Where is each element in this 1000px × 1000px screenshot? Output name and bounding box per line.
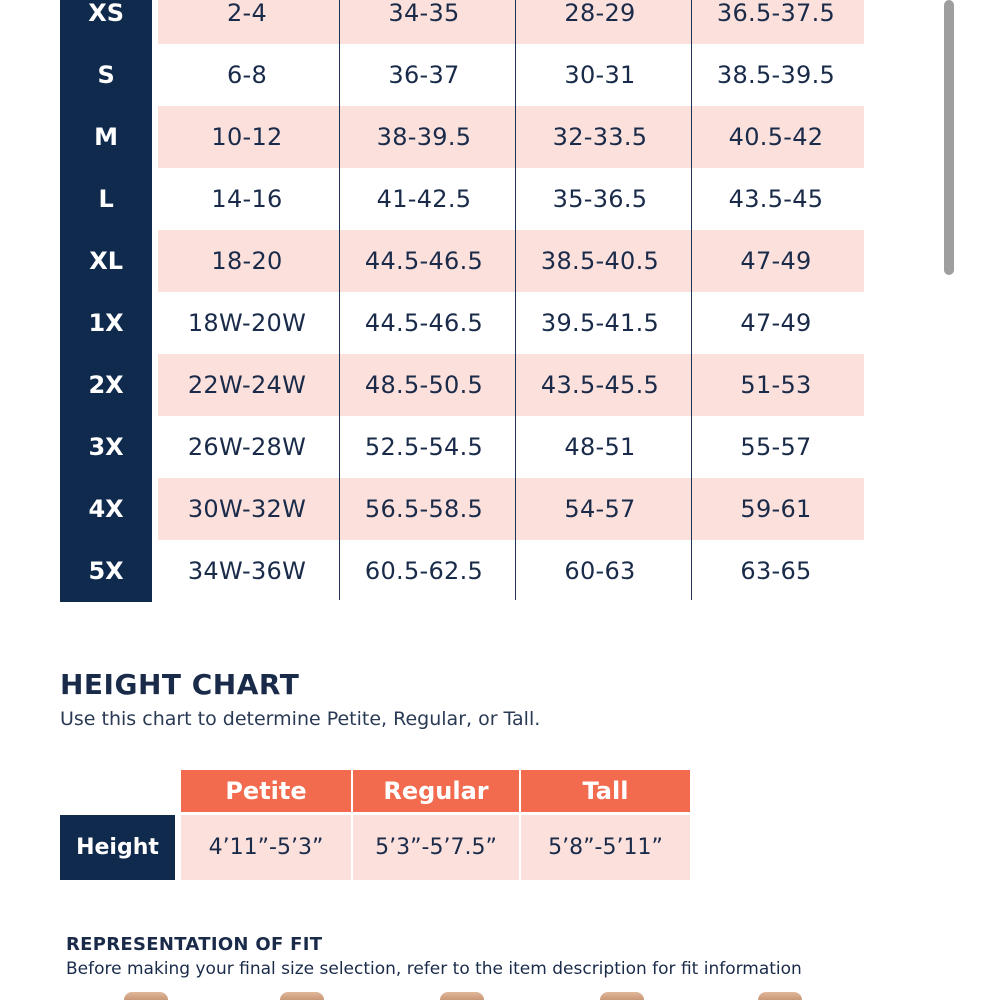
size-cell: 28-29 [564, 0, 636, 27]
size-cell: 18-20 [211, 247, 283, 275]
size-cell: 40.5-42 [728, 123, 824, 151]
size-cell: 63-65 [740, 557, 812, 585]
height-header-tall: Tall [521, 770, 690, 812]
size-label: 3X [60, 416, 152, 478]
fit-figure-image [280, 992, 324, 1000]
size-cell: 48-51 [564, 433, 636, 461]
column-divider [691, 0, 692, 600]
column-divider [515, 0, 516, 600]
size-label: 2X [60, 354, 152, 416]
size-row [60, 292, 864, 354]
height-chart-title: HEIGHT CHART [60, 668, 300, 701]
size-cell: 30W-32W [187, 495, 307, 523]
size-cell: 36-37 [388, 61, 460, 89]
size-cell: 47-49 [740, 309, 812, 337]
size-cell: 30-31 [564, 61, 636, 89]
size-cell: 60-63 [564, 557, 636, 585]
size-row [60, 106, 864, 168]
size-label: S [60, 44, 152, 106]
size-row [60, 0, 864, 44]
size-cell: 39.5-41.5 [540, 309, 660, 337]
size-cell: 14-16 [211, 185, 283, 213]
size-row [60, 416, 864, 478]
fit-subtitle: Before making your final size selection, refer to the item description for fit information [66, 959, 802, 979]
size-label: 5X [60, 540, 152, 602]
size-label: L [60, 168, 152, 230]
size-cell: 48.5-50.5 [364, 371, 484, 399]
size-cell: 47-49 [740, 247, 812, 275]
size-row [60, 44, 864, 106]
size-cell: 55-57 [740, 433, 812, 461]
scrollbar-thumb[interactable] [944, 0, 954, 275]
size-cell: 52.5-54.5 [364, 433, 484, 461]
size-label: XL [60, 230, 152, 292]
size-cell: 36.5-37.5 [716, 0, 836, 27]
size-cell: 32-33.5 [552, 123, 648, 151]
size-cell: 59-61 [740, 495, 812, 523]
size-label: 4X [60, 478, 152, 540]
size-cell: 38.5-40.5 [540, 247, 660, 275]
fit-figure-image [124, 992, 168, 1000]
size-row [60, 354, 864, 416]
size-row [60, 478, 864, 540]
size-label: M [60, 106, 152, 168]
size-cell: 2-4 [226, 0, 268, 27]
size-cell: 38.5-39.5 [716, 61, 836, 89]
size-row [60, 230, 864, 292]
height-value-petite: 4’11”-5’3” [181, 815, 351, 880]
size-cell: 22W-24W [187, 371, 307, 399]
size-cell: 26W-28W [187, 433, 307, 461]
size-cell: 34-35 [388, 0, 460, 27]
size-cell: 54-57 [564, 495, 636, 523]
size-cell: 51-53 [740, 371, 812, 399]
size-cell: 18W-20W [187, 309, 307, 337]
size-cell: 6-8 [226, 61, 268, 89]
size-cell: 43.5-45.5 [540, 371, 660, 399]
fit-figure-image [758, 992, 802, 1000]
size-chart-table [60, 0, 864, 602]
size-cell: 44.5-46.5 [364, 247, 484, 275]
fit-title: REPRESENTATION OF FIT [66, 934, 323, 955]
column-divider [339, 0, 340, 600]
size-cell: 41-42.5 [376, 185, 472, 213]
size-cell: 44.5-46.5 [364, 309, 484, 337]
height-chart-subtitle: Use this chart to determine Petite, Regular, or Tall. [60, 708, 541, 730]
size-row [60, 168, 864, 230]
size-cell: 34W-36W [187, 557, 307, 585]
size-cell: 43.5-45 [728, 185, 824, 213]
height-value-regular: 5’3”-5’7.5” [353, 815, 519, 880]
height-header-petite: Petite [181, 770, 351, 812]
size-label: 1X [60, 292, 152, 354]
height-value-tall: 5’8”-5’11” [521, 815, 690, 880]
size-label: XS [60, 0, 152, 44]
height-row-label: Height [60, 815, 175, 880]
size-cell: 38-39.5 [376, 123, 472, 151]
fit-figure-image [600, 992, 644, 1000]
size-cell: 10-12 [211, 123, 283, 151]
size-cell: 60.5-62.5 [364, 557, 484, 585]
height-header-regular: Regular [353, 770, 519, 812]
size-row [60, 540, 864, 602]
size-cell: 35-36.5 [552, 185, 648, 213]
size-cell: 56.5-58.5 [364, 495, 484, 523]
fit-figure-image [440, 992, 484, 1000]
